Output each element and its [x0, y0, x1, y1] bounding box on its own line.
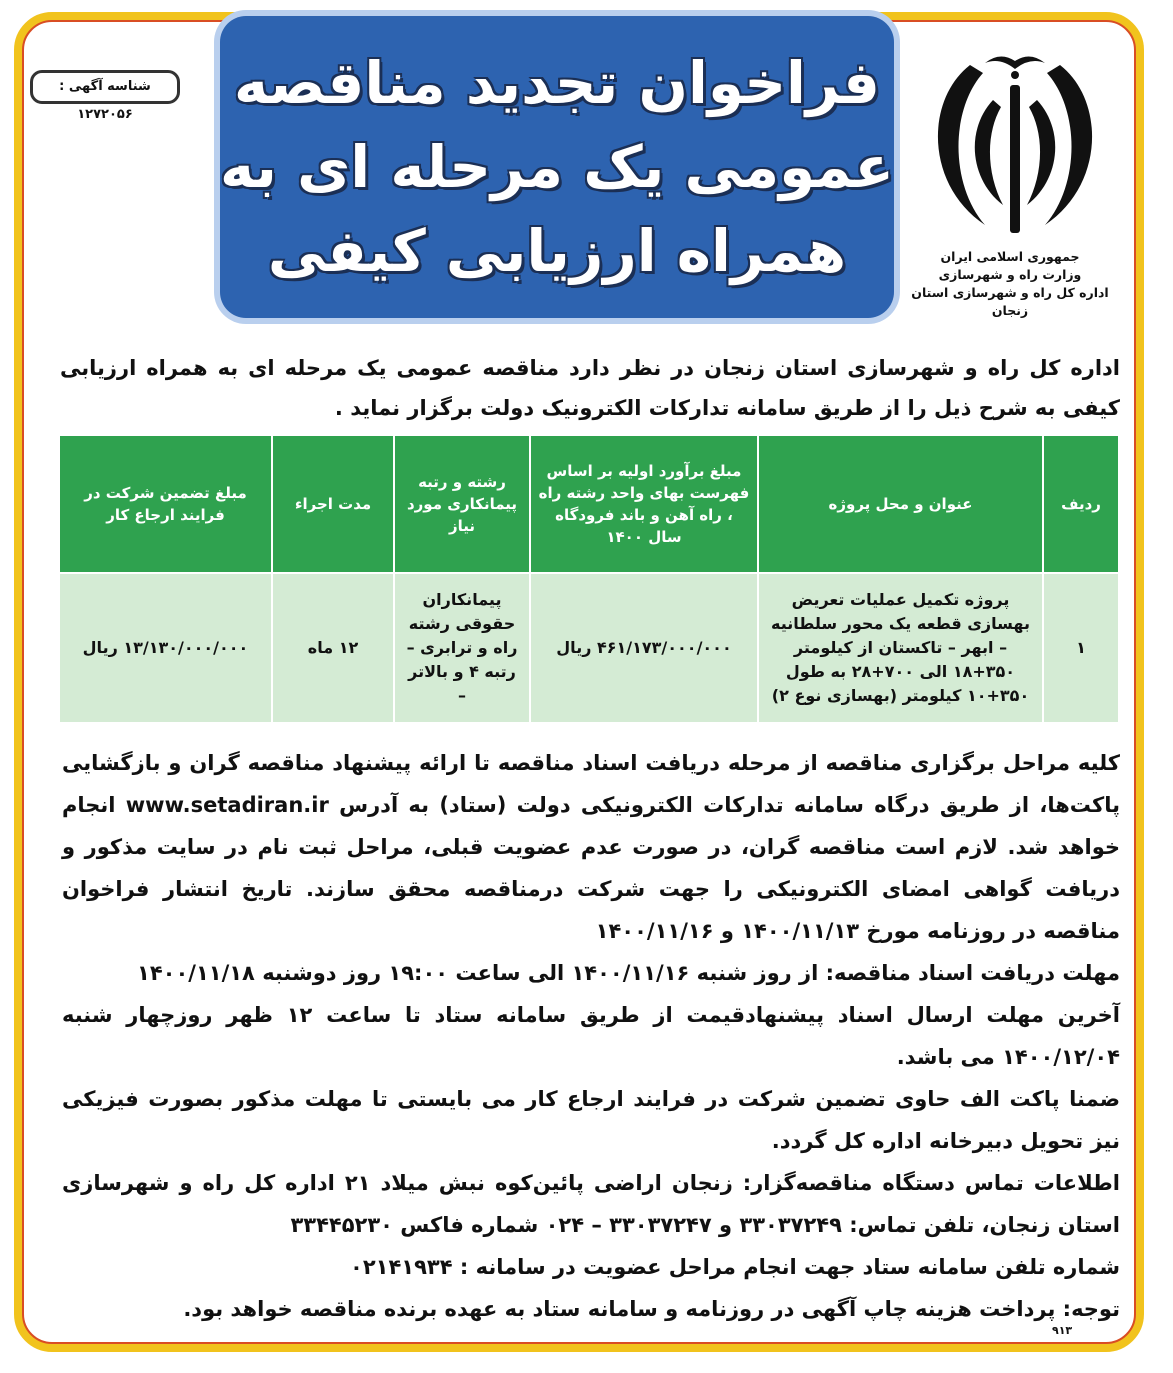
- cell-title: پروژه تکمیل عملیات تعریض بهسازی قطعه یک محور سلطانیه – ابهر – تاکستان از کیلومتر ۳۵۰+۱۸ الی ۷۰۰+۲۸ به طول ۳۵۰+۱۰ کیلومتر (بهسازی نوع ۲): [758, 573, 1043, 723]
- cell-duration: ۱۲ ماه: [272, 573, 394, 723]
- iran-emblem-icon: [915, 45, 1115, 245]
- paragraph-doc-deadline: مهلت دریافت اسناد مناقصه: از روز شنبه ۱۴۰۰/۱۱/۱۶ الی ساعت ۱۹:۰۰ روز دوشنبه ۱۴۰۰/۱۱/۱۸: [137, 961, 1120, 985]
- header-estimate: مبلغ برآورد اولیه بر اساس فهرست بهای واحد رشته راه ، راه آهن و باند فرودگاه سال ۱۴۰۰: [530, 435, 758, 573]
- cell-row-no: ۱: [1043, 573, 1119, 723]
- paragraph-procedure: [62, 742, 1120, 952]
- ad-id-badge: شناسه آگهی : ۱۲۷۲۰۵۶: [30, 70, 180, 104]
- paragraph-note: توجه: پرداخت هزینه چاپ آگهی در روزنامه و سامانه ستاد به عهده برنده مناقصه خواهد بود.: [183, 1297, 1120, 1321]
- paragraph-envelope: ضمنا پاکت الف حاوی تضمین شرکت در فرایند ارجاع کار می بایستی تا مهلت مذکور بصورت فیزیکی نیز تحویل دبیرخانه اداره کل گردد.: [62, 1087, 1120, 1153]
- paragraph-procedure-b: انجام خواهد شد. لازم است مناقصه گران، در صورت عدم عضویت قبلی، مراحل ثبت نام در سایت مذکور و دریافت گواهی امضای الکترونیکی را جهت شرکت درمناقصه محقق سازند. تاریخ انتشار فراخوان مناقصه در روزنامه مورخ ۱۴۰۰/۱۱/۱۳ و ۱۴۰۰/۱۱/۱۶: [62, 793, 1120, 943]
- org-line-1: جمهوری اسلامی ایران: [940, 249, 1080, 264]
- paragraph-contact: اطلاعات تماس دستگاه مناقصه‌گزار: زنجان اراضی پائین‌کوه نبش میلاد ۲۱ اداره کل راه و شهرسازی استان زنجان، تلفن تماس: ۳۳۰۳۷۲۴۹ و ۳۳۰۳۷۲۴۷ – ۰۲۴ شماره فاکس ۳۳۴۴۵۲۳۰: [62, 1171, 1120, 1237]
- intro-paragraph: اداره کل راه و شهرسازی استان زنجان در نظر دارد مناقصه عمومی یک مرحله ای به همراه ارزیابی کیفی به شرح ذیل را از طریق سامانه تدارکات الکترونیک دولت برگزار نماید .: [60, 356, 1120, 420]
- paragraph-procedure-a: کلیه مراحل برگزاری مناقصه از مرحله دریافت اسناد مناقصه تا ارائه پیشنهاد مناقصه گران و بازگشایی پاکت‌ها، از طریق درگاه سامانه تدارکات الکترونیکی دولت (ستاد) به آدرس: [62, 751, 1120, 817]
- cell-grade: پیمانکاران حقوقی رشته راه و ترابری – رتبه ۴ و بالاتر –: [394, 573, 530, 723]
- setadiran-link[interactable]: www.setadiran.ir: [125, 793, 329, 817]
- table-header-row: [59, 435, 1119, 573]
- body-text: [62, 742, 1120, 1330]
- table-row: [59, 573, 1119, 723]
- cell-guarantee: ۱۳/۱۳۰/۰۰۰/۰۰۰ ریال: [59, 573, 272, 723]
- cell-estimate: ۴۶۱/۱۷۳/۰۰۰/۰۰۰ ریال: [530, 573, 758, 723]
- tender-table: [58, 434, 1120, 724]
- page-number: ۹۱۳: [1052, 1324, 1073, 1337]
- header-row-no: ردیف: [1043, 435, 1119, 573]
- header-duration: مدت اجراء: [272, 435, 394, 573]
- header-guarantee: مبلغ تضمین شرکت در فرایند ارجاع کار: [59, 435, 272, 573]
- title-line-1: فراخوان تجدید مناقصه: [234, 49, 880, 117]
- header-title: عنوان و محل پروژه: [758, 435, 1043, 573]
- paragraph-setad-phone: شماره تلفن سامانه ستاد جهت انجام مراحل عضویت در سامانه : ۰۲۱۴۱۹۳۴: [350, 1255, 1120, 1279]
- title-banner: [220, 16, 894, 318]
- org-block: [905, 248, 1115, 320]
- title-line-2: عمومی یک مرحله ای به: [219, 133, 895, 201]
- header-grade: رشته و رتبه پیمانکاری مورد نیاز: [394, 435, 530, 573]
- paragraph-submit-deadline: آخرین مهلت ارسال اسناد پیشنهادقیمت از طریق سامانه ستاد تا ساعت ۱۲ ظهر روزچهار شنبه ۱۴۰۰/۱۲/۰۴ می باشد.: [62, 1003, 1120, 1069]
- org-line-3: اداره کل راه و شهرسازی استان زنجان: [911, 285, 1109, 318]
- title-line-3: همراه ارزیابی کیفی: [267, 217, 847, 285]
- org-line-2: وزارت راه و شهرسازی: [938, 267, 1082, 282]
